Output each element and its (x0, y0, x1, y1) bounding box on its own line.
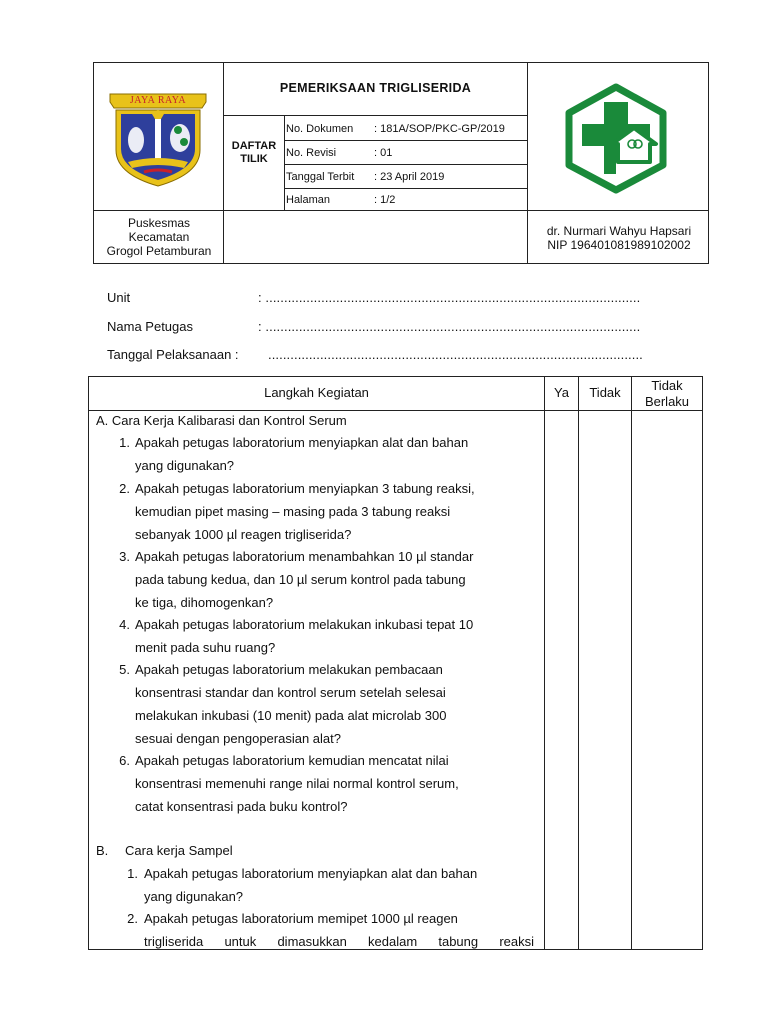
meta-row-line-1 (285, 140, 527, 141)
daftar-line-2: TILIK (240, 153, 268, 165)
item-line: menit pada suhu ruang? (135, 640, 276, 655)
item-line: melakukan inkubasi (10 menit) pada alat microlab 300 (135, 708, 447, 723)
daftar-line-1: DAFTAR (231, 140, 277, 152)
item-number: 1. (127, 866, 138, 881)
item-line: yang digunakan? (144, 889, 244, 904)
item-line: Apakah petugas laboratorium menyiapkan alat dan bahan (135, 435, 469, 450)
section-b-title: Cara kerja Sampel (125, 843, 233, 858)
item-line: kemudian pipet masing – masing pada 3 tabung reaksi (135, 504, 451, 519)
item-line: Apakah petugas laboratorium menyiapkan alat dan bahan (144, 866, 478, 881)
document-title: PEMERIKSAAN TRIGLISERIDA (279, 81, 472, 95)
table-col-divider-tidak (578, 376, 579, 950)
tidak-berlaku-line-1: Tidak (651, 378, 683, 393)
signatory-block (530, 224, 708, 252)
item-line: Apakah petugas laboratorium kemudian mencatat nilai (135, 753, 449, 768)
puskesmas-line-3: Grogol Petamburan (106, 244, 212, 258)
item-line: ke tiga, dihomogenkan? (135, 595, 274, 610)
table-header-bottom (88, 410, 703, 411)
table-border-top (88, 376, 703, 377)
item-line: Apakah petugas laboratorium menambahkan 10 µl standar (135, 549, 474, 564)
field-label-tanggal: Tanggal Pelaksanaan : (107, 347, 239, 362)
item-line: sesuai dengan pengoperasian alat? (135, 731, 342, 746)
meta-value-revisi: : 01 (374, 147, 393, 159)
column-header-tidak: Tidak (589, 385, 621, 400)
puskesmas-line-1: Puskesmas (127, 216, 191, 230)
item-text (135, 545, 534, 614)
meta-row-line-3 (285, 188, 527, 189)
item-line: konsentrasi standar dan kontrol serum setelah selesai (135, 685, 446, 700)
item-line: Apakah petugas laboratorium memipet 1000 µl reagen (144, 911, 458, 926)
table-col-divider-ya (544, 376, 545, 950)
meta-row-line-2 (285, 164, 527, 165)
item-line: konsentrasi memenuhi range nilai normal kontrol serum, (135, 776, 459, 791)
item-number: 4. (119, 617, 130, 632)
item-number: 2. (127, 911, 138, 926)
field-nama-petugas-input[interactable]: : ..................................................................................................... (258, 319, 641, 334)
jaya-raya-logo (104, 88, 212, 188)
item-text (135, 477, 534, 546)
signatory-name: dr. Nurmari Wahyu Hapsari (546, 224, 692, 238)
header-border-right (708, 62, 709, 264)
item-line: Apakah petugas laboratorium menyiapkan 3 tabung reaksi, (135, 481, 475, 496)
title-bottom-line (224, 115, 527, 116)
item-text (135, 749, 534, 818)
daftar-tilik-label (224, 140, 284, 166)
logo-banner-text: JAYA RAYA (129, 95, 187, 106)
puskesmas-name (94, 216, 224, 258)
puskesmas-logo (560, 82, 672, 194)
header-border-bottom (93, 263, 709, 264)
meta-label-revisi: No. Revisi (286, 147, 337, 159)
item-text (135, 613, 534, 659)
item-line: sebanyak 1000 µl reagen trigliserida? (135, 527, 352, 542)
item-number: 1. (119, 435, 130, 450)
meta-value-dokumen: : 181A/SOP/PKC-GP/2019 (374, 123, 505, 135)
meta-label-terbit: Tanggal Terbit (286, 171, 355, 183)
item-line: Apakah petugas laboratorium melakukan pembacaan (135, 662, 443, 677)
item-text (144, 862, 534, 908)
header-row-divider (93, 210, 709, 211)
field-label-unit: Unit (107, 290, 131, 305)
column-header-tidak-berlaku (632, 378, 702, 410)
column-header-activity: Langkah Kegiatan (264, 385, 369, 400)
meta-value-terbit: : 23 April 2019 (374, 171, 445, 183)
signatory-nip: NIP 196401081989102002 (547, 238, 691, 252)
item-number: 2. (119, 481, 130, 496)
section-a-title: A. Cara Kerja Kalibarasi dan Kontrol Serum (96, 413, 347, 428)
field-tanggal-input[interactable]: ..................................................................................................... (268, 347, 643, 362)
item-text (135, 658, 534, 750)
item-number: 5. (119, 662, 130, 677)
meta-value-halaman: : 1/2 (374, 194, 396, 206)
item-line: pada tabung kedua, dan 10 µl serum kontrol pada tabung (135, 572, 466, 587)
item-line: yang digunakan? (135, 458, 235, 473)
item-line: Apakah petugas laboratorium melakukan inkubasi tepat 10 (135, 617, 474, 632)
puskesmas-line-2: Kecamatan (128, 230, 190, 244)
section-b-letter: B. (96, 843, 109, 858)
table-border-left (88, 376, 89, 950)
tidak-berlaku-line-2: Berlaku (644, 394, 690, 409)
table-col-divider-tidak-berlaku (631, 376, 632, 950)
meta-divider (284, 116, 285, 210)
item-text (135, 431, 534, 477)
item-text (144, 907, 534, 953)
item-line: trigliserida untuk dimasukkan kedalam tabung reaksi (144, 934, 534, 949)
item-line: catat konsentrasi pada buku kontrol? (135, 799, 348, 814)
meta-label-dokumen: No. Dokumen (286, 123, 354, 135)
table-border-right (702, 376, 703, 950)
column-header-ya: Ya (554, 385, 569, 400)
field-unit-input[interactable]: : ..................................................................................................... (258, 290, 641, 305)
item-number: 6. (119, 753, 130, 768)
meta-label-halaman: Halaman (286, 194, 331, 206)
item-number: 3. (119, 549, 130, 564)
header-divider-right (527, 62, 528, 264)
field-label-nama-petugas: Nama Petugas (107, 319, 193, 334)
